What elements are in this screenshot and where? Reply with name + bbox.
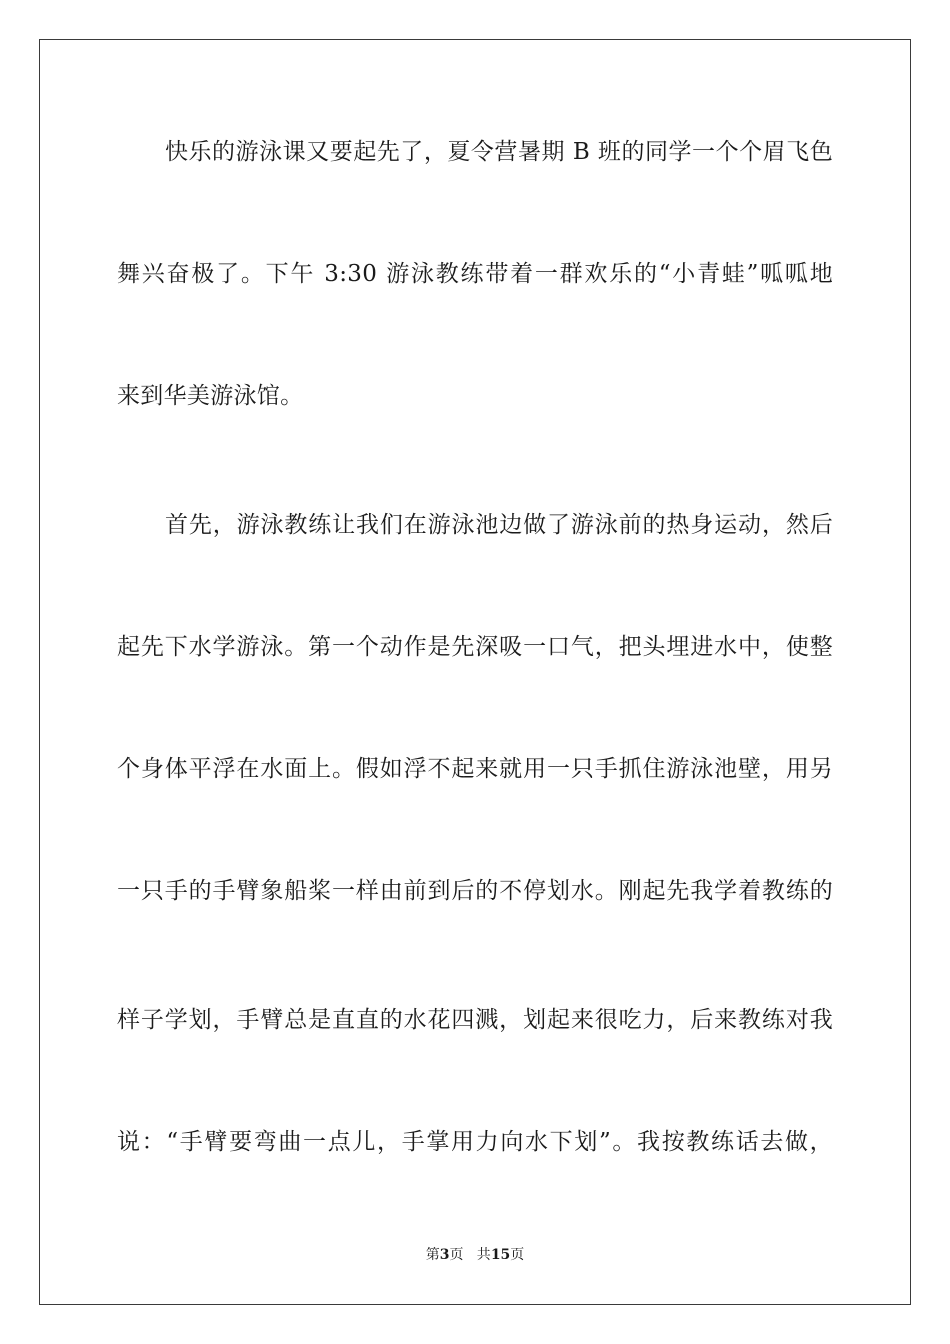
text-line-8: 样子学划，手臂总是直直的水花四溅，划起来很吃力，后来教练对我	[117, 1007, 833, 1033]
text-line-5: 起先下水学游泳。第一个动作是先深吸一口气，把头埋进水中，使整	[117, 634, 833, 660]
page-footer	[0, 1246, 950, 1264]
text-line-9: 说：“手臂要弯曲一点儿，手掌用力向水下划”。我按教练话去做，	[117, 1129, 833, 1155]
total-pages-number: 15	[490, 1247, 511, 1263]
text-line-2: 舞兴奋极了。下午 3:30 游泳教练带着一群欢乐的“小青蛙”呱呱地	[117, 261, 833, 287]
text-line-4: 首先，游泳教练让我们在游泳池边做了游泳前的热身运动，然后	[165, 512, 833, 538]
page-border	[39, 39, 911, 1305]
text-line-6: 个身体平浮在水面上。假如浮不起来就用一只手抓住游泳池壁，用另	[117, 756, 833, 782]
text-line-7: 一只手的手臂象船桨一样由前到后的不停划水。刚起先我学着教练的	[117, 878, 833, 904]
text-line-1: 快乐的游泳课又要起先了，夏令营暑期 B 班的同学一个个眉飞色	[165, 139, 833, 165]
footer-prefix: 第	[425, 1247, 440, 1263]
footer-suffix: 页	[510, 1247, 525, 1263]
current-page-number: 3	[439, 1247, 450, 1263]
footer-middle: 页 共	[449, 1247, 491, 1263]
text-line-3: 来到华美游泳馆。	[117, 383, 304, 409]
